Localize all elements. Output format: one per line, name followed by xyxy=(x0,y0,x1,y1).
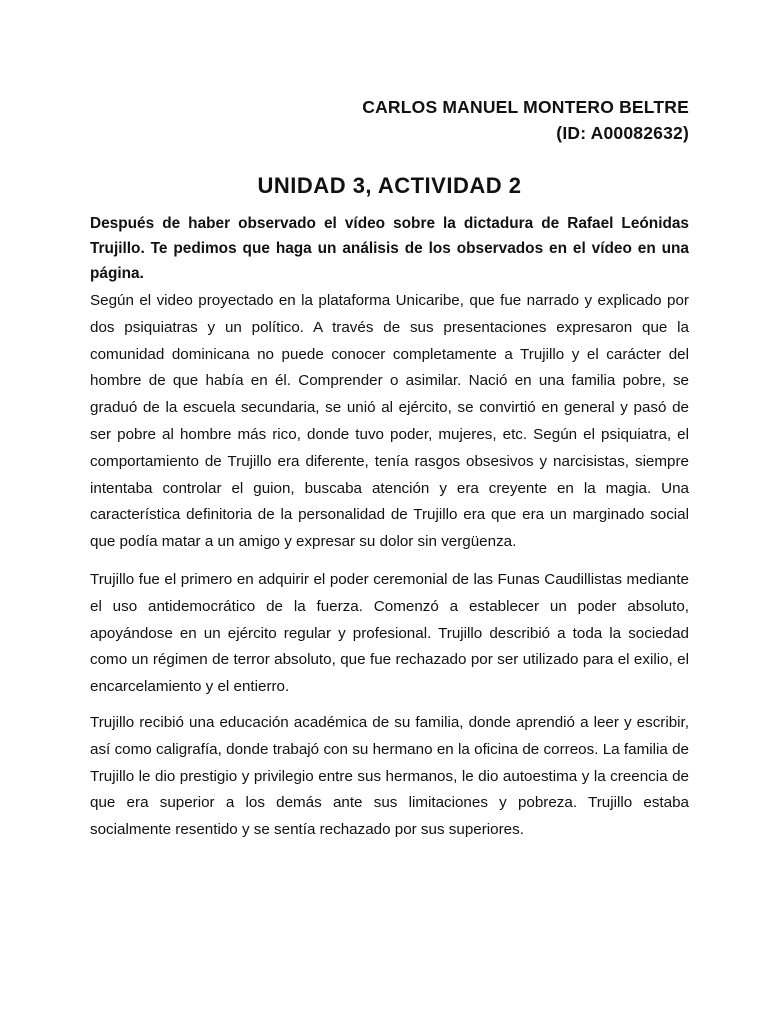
body-paragraph-2: Trujillo fue el primero en adquirir el poder ceremonial de las Funas Caudillistas mediante el uso antidemocrático de la fuerza. Comenzó a establecer un poder absoluto, apoyándose en un ejército regular y profesional. Trujillo describió a toda la sociedad como un régimen de terror absoluto, que fue rechazado por ser utilizado para el exilio, el encarcelamiento y el entierro. xyxy=(90,571,689,696)
author-block xyxy=(362,94,689,146)
author-id: (ID: A00082632) xyxy=(556,123,689,143)
assignment-prompt: Después de haber observado el vídeo sobre la dictadura de Rafael Leónidas Trujillo. Te pedimos que haga un análisis de los observados en el vídeo en una página. xyxy=(90,215,689,282)
body-paragraph-3: Trujillo recibió una educación académica de su familia, donde aprendió a leer y escribir, así como caligrafía, donde trabajó con su hermano en la oficina de correos. La familia de Trujillo le dio prestigio y privilegio entre sus hermanos, le dio autoestima y la creencia de que era superior a los demás ante sus limitaciones y pobreza. Trujillo estaba socialmente resentido y se sentía rechazado por sus superiores. xyxy=(90,714,689,839)
page-title: UNIDAD 3, ACTIVIDAD 2 xyxy=(257,173,522,198)
body-paragraph-1: Según el video proyectado en la plataforma Unicaribe, que fue narrado y explicado por dos psiquiatras y un político. A través de sus presentaciones expresaron que la comunidad dominicana no puede conocer completamente a Trujillo y el carácter del hombre de que había en él. Comprender o asimilar. Nació en una familia pobre, se graduó de la escuela secundaria, se unió al ejército, se convirtió en general y pasó de ser pobre al hombre más rico, donde tuvo poder, mujeres, etc. Según el psiquiatra, el comportamiento de Trujillo era diferente, tenía rasgos obsesivos y narcisistas, siempre intentaba controlar el guion, buscaba atención y era creyente en la magia. Una característica definitoria de la personalidad de Trujillo era que era un marginado social que podía matar a un amigo y expresar su dolor sin vergüenza. xyxy=(90,292,689,551)
author-name: CARLOS MANUEL MONTERO BELTRE xyxy=(362,97,689,117)
